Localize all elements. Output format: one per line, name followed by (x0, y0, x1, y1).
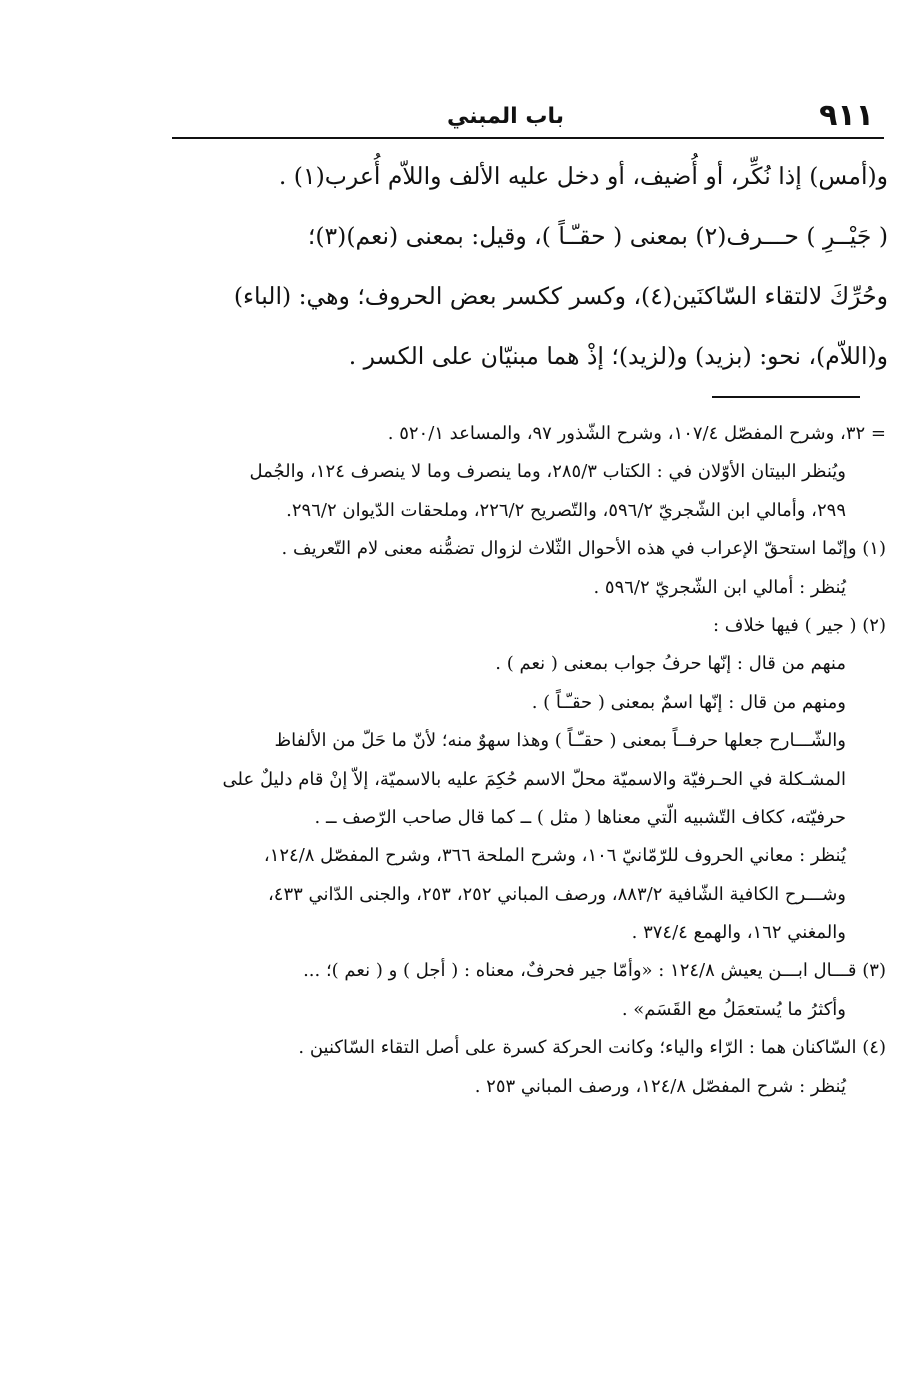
main-text-line: و(اللاّم)، نحو: (بزيد) و(لزيد)؛ إذْ هما مبنيّان على الكسر . (348, 342, 888, 370)
footnote-line: وشـــرح الكافية الشّافية ٨٨٣/٢، ورصف المباني ٢٥٢، ٢٥٣، والجنى الدّاني ٤٣٣، (267, 883, 846, 905)
footnote-line: والمغني ١٦٢، والهمع ٣٧٤/٤ . (631, 922, 846, 944)
page-header (172, 98, 884, 138)
footnote-line: (١) وإنّما استحقّ الإعراب في هذه الأحوال الثّلاث لزوال تضمُّنه معنى لام التّعريف . (281, 538, 886, 560)
main-text-line: ( جَيْــرِ ) حـــرف(٢) بمعنى ( حقـّـاً )، وقيل: بمعنى (نعم)(٣)؛ (307, 222, 888, 250)
footnote-separator (712, 396, 860, 398)
footnote-line: حرفيّته، ككاف التّشبيه الّتي معناها ( مثل ) ــ كما قال صاحب الرّصف ــ . (314, 806, 846, 828)
footnote-line: والشّـــارح جعلها حرفــاً بمعنى ( حقـّـاً ) وهذا سهوٌ منه؛ لأنّ ما حَلّ من الألفاظ (274, 730, 846, 752)
page-number: ٩١١ (819, 98, 874, 133)
header-rule (172, 137, 884, 139)
main-text-line: وحُرِّكَ لالتقاء السّاكنَين(٤)، وكسر ككسر بعض الحروف؛ وهي: (الباء) (233, 282, 888, 310)
footnote-line: (٣) قـــال ابـــن يعيش ١٢٤/٨ : «وأمّا جير فحرفٌ، معناه : ( أجل ) و ( نعم )؛ ... (303, 960, 886, 982)
footnote-line: المشـكلة في الحـرفيّة والاسميّة محلّ الاسم حُكِمَ عليه بالاسميّة، إلاّ إنْ قام دليلٌ على (222, 768, 846, 790)
footnote-line: (٤) السّاكنان هما : الرّاء والياء؛ وكانت الحركة كسرة على أصل التقاء السّاكنين . (298, 1037, 886, 1059)
footnote-line: يُنظر : شرح المفصّل ١٢٤/٨، ورصف المباني ٢٥٣ . (474, 1075, 846, 1097)
footnote-line: ٢٩٩، وأمالي ابن الشّجريّ ٥٩٦/٢، والتّصريح ٢٢٦/٢، وملحقات الدّيوان ٢٩٦/٢. (286, 499, 846, 521)
footnote-line: وأكثرُ ما يُستعمَلُ مع القَسَم» . (621, 998, 846, 1020)
footnotes (166, 415, 886, 1106)
footnote-line: يُنظر : معاني الحروف للرّمّانيّ ١٠٦، وشرح الملحة ٣٦٦، وشرح المفصّل ١٢٤/٨، (263, 845, 846, 867)
footnote-line: منهم من قال : إنّها حرفُ جواب بمعنى ( نعم ) . (495, 653, 846, 675)
footnote-line: = ٣٢، وشرح المفصّل ١٠٧/٤، وشرح الشّذور ٩٧، والمساعد ٥٢٠/١ . (387, 423, 886, 444)
main-text (170, 150, 888, 390)
footnote-line: ومنهم من قال : إنّها اسمٌ بمعنى ( حقـّـاً ) . (531, 691, 846, 713)
footnote-line: (٢) ( جير ) فيها خلاف : (713, 614, 886, 636)
running-title: باب المبني (446, 104, 564, 129)
main-text-line: و(أمس) إذا نُكِّر، أو أُضيف، أو دخل عليه الألف واللاّم أُعرب(١) . (278, 162, 888, 190)
footnote-line: ويُنظر البيتان الأوّلان في : الكتاب ٢٨٥/٣، وما ينصرف وما لا ينصرف ١٢٤، والجُمل (249, 461, 846, 483)
footnote-line: يُنظر : أمالي ابن الشّجريّ ٥٩٦/٢ . (593, 576, 846, 598)
